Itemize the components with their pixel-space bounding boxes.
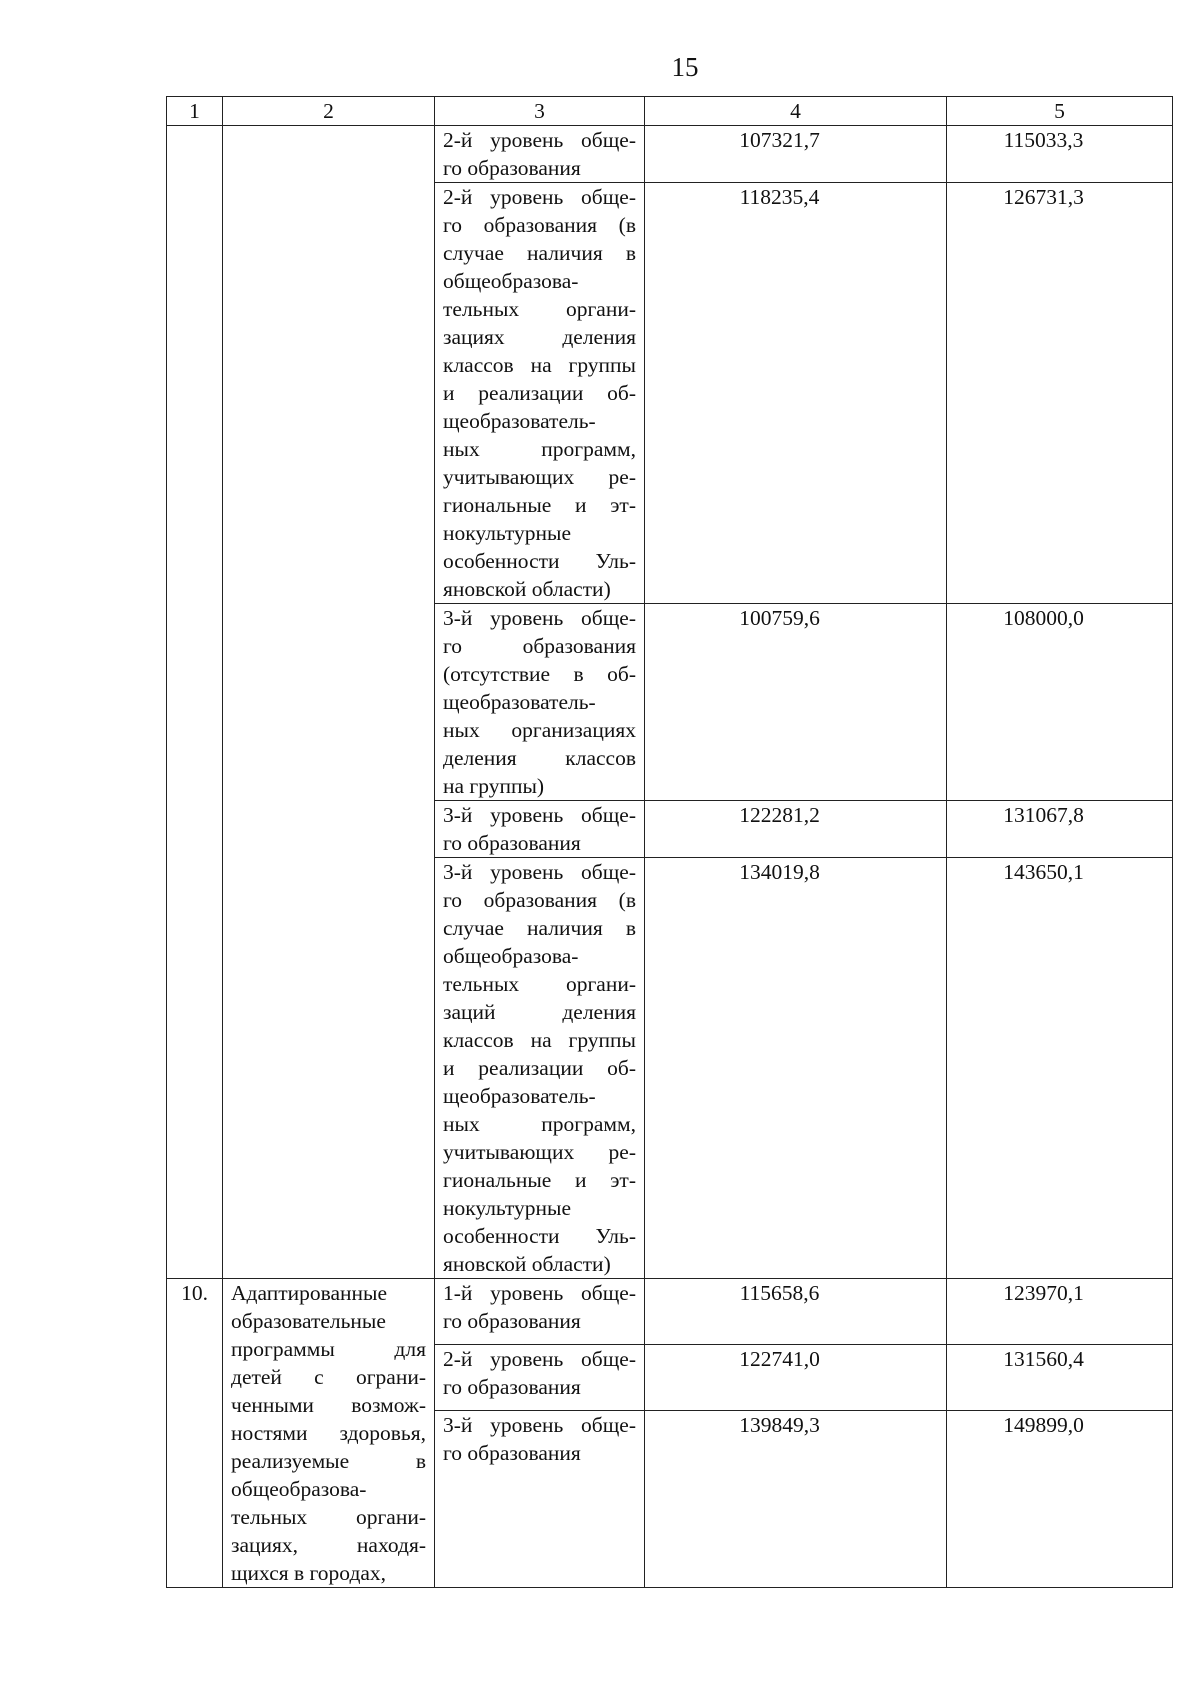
name-line: тельных органи- <box>231 1505 426 1529</box>
name-line: ностями здоровья, <box>231 1421 426 1445</box>
empty-cell <box>223 858 435 1279</box>
level-line: классов на группы <box>443 1028 636 1052</box>
value-col4: 139849,3 <box>645 1411 947 1588</box>
empty-cell <box>223 126 435 183</box>
value-col4: 122741,0 <box>645 1345 947 1411</box>
value-col4: 100759,6 <box>645 604 947 801</box>
level-line: го образования (в <box>443 213 636 237</box>
value-col5: 131067,8 <box>947 801 1173 858</box>
empty-cell <box>167 858 223 1279</box>
level-cell <box>435 126 645 183</box>
name-line: зациях, находя- <box>231 1533 426 1557</box>
level-line: тельных органи- <box>443 297 636 321</box>
level-line: заций деления <box>443 1000 636 1024</box>
level-cell <box>435 1279 645 1345</box>
header-cell: 3 <box>435 97 645 126</box>
level-line: учитывающих ре- <box>443 1140 636 1164</box>
level-cell <box>435 801 645 858</box>
name-line: детей с ограни- <box>231 1365 426 1389</box>
level-line: ных организациях <box>443 718 636 742</box>
level-line: гиональные и эт- <box>443 493 636 517</box>
item-number: 10. <box>167 1279 223 1588</box>
level-line: ных программ, <box>443 1112 636 1136</box>
value-col4: 134019,8 <box>645 858 947 1279</box>
level-line: яновской области) <box>443 577 611 601</box>
header-row <box>167 97 1173 126</box>
level-line: классов на группы <box>443 353 636 377</box>
level-line: го образования <box>443 1375 581 1399</box>
value-col5: 123970,1 <box>947 1279 1173 1345</box>
name-line: программы для <box>231 1337 426 1361</box>
level-line: 2-й уровень обще- <box>443 185 636 209</box>
level-line: го образования <box>443 1309 581 1333</box>
header-cell: 4 <box>645 97 947 126</box>
table-row <box>167 801 1173 858</box>
value-col5: 143650,1 <box>947 858 1173 1279</box>
name-line: щихся в городах, <box>231 1561 387 1585</box>
level-cell <box>435 183 645 604</box>
level-line: учитывающих ре- <box>443 465 636 489</box>
level-line: 2-й уровень обще- <box>443 1347 636 1371</box>
empty-cell <box>167 183 223 604</box>
empty-cell <box>167 126 223 183</box>
level-line: тельных органи- <box>443 972 636 996</box>
level-line: ных программ, <box>443 437 636 461</box>
level-line: го образования <box>443 156 581 180</box>
level-line: 3-й уровень обще- <box>443 860 636 884</box>
level-line: 3-й уровень обще- <box>443 1413 636 1437</box>
level-line: особенности Уль- <box>443 1224 636 1248</box>
level-line: на группы) <box>443 774 545 798</box>
value-col5: 126731,3 <box>947 183 1173 604</box>
value-col5: 108000,0 <box>947 604 1173 801</box>
name-line: Адаптированные <box>231 1281 388 1305</box>
level-line: случае наличия в <box>443 916 636 940</box>
table-row <box>167 858 1173 1279</box>
empty-cell <box>223 801 435 858</box>
value-col5: 131560,4 <box>947 1345 1173 1411</box>
value-col4: 107321,7 <box>645 126 947 183</box>
level-line: 3-й уровень обще- <box>443 606 636 630</box>
page-number: 15 <box>671 52 699 82</box>
level-line: общеобразова- <box>443 944 579 968</box>
level-line: щеобразователь- <box>443 1084 596 1108</box>
value-col5: 115033,3 <box>947 126 1173 183</box>
name-line: общеобразова- <box>231 1477 367 1501</box>
name-line: образовательные <box>231 1309 386 1333</box>
empty-cell <box>223 604 435 801</box>
level-line: 2-й уровень обще- <box>443 128 636 152</box>
level-line: деления классов <box>443 746 636 770</box>
name-line: реализуемые в <box>231 1449 426 1473</box>
table-row <box>167 126 1173 183</box>
name-line: ченными возмож- <box>231 1393 426 1417</box>
level-line: го образования <box>443 831 581 855</box>
level-line: щеобразователь- <box>443 409 596 433</box>
level-line: особенности Уль- <box>443 549 636 573</box>
level-line: и реализации об- <box>443 381 636 405</box>
level-line: 3-й уровень обще- <box>443 803 636 827</box>
header-cell: 2 <box>223 97 435 126</box>
level-line: го образования (в <box>443 888 636 912</box>
tariff-table <box>166 96 1173 1588</box>
level-line: нокультурные <box>443 521 572 545</box>
level-line: общеобразова- <box>443 269 579 293</box>
level-cell <box>435 1345 645 1411</box>
value-col4: 115658,6 <box>645 1279 947 1345</box>
level-cell <box>435 1411 645 1588</box>
value-col4: 118235,4 <box>645 183 947 604</box>
empty-cell <box>167 604 223 801</box>
empty-cell <box>223 183 435 604</box>
level-line: го образования <box>443 1441 581 1465</box>
level-line: (отсутствие в об- <box>443 662 636 686</box>
table-row <box>167 604 1173 801</box>
level-line: яновской области) <box>443 1252 611 1276</box>
level-cell <box>435 858 645 1279</box>
level-line: гиональные и эт- <box>443 1168 636 1192</box>
level-line: зациях деления <box>443 325 636 349</box>
value-col4: 122281,2 <box>645 801 947 858</box>
item-name <box>223 1279 435 1588</box>
level-line: го образования <box>443 634 636 658</box>
level-cell <box>435 604 645 801</box>
level-line: 1-й уровень обще- <box>443 1281 636 1305</box>
header-cell: 5 <box>947 97 1173 126</box>
header-cell: 1 <box>167 97 223 126</box>
table-row <box>167 183 1173 604</box>
empty-cell <box>167 801 223 858</box>
value-col5: 149899,0 <box>947 1411 1173 1588</box>
level-line: щеобразователь- <box>443 690 596 714</box>
level-line: нокультурные <box>443 1196 572 1220</box>
table-row <box>167 1279 1173 1345</box>
level-line: и реализации об- <box>443 1056 636 1080</box>
level-line: случае наличия в <box>443 241 636 265</box>
